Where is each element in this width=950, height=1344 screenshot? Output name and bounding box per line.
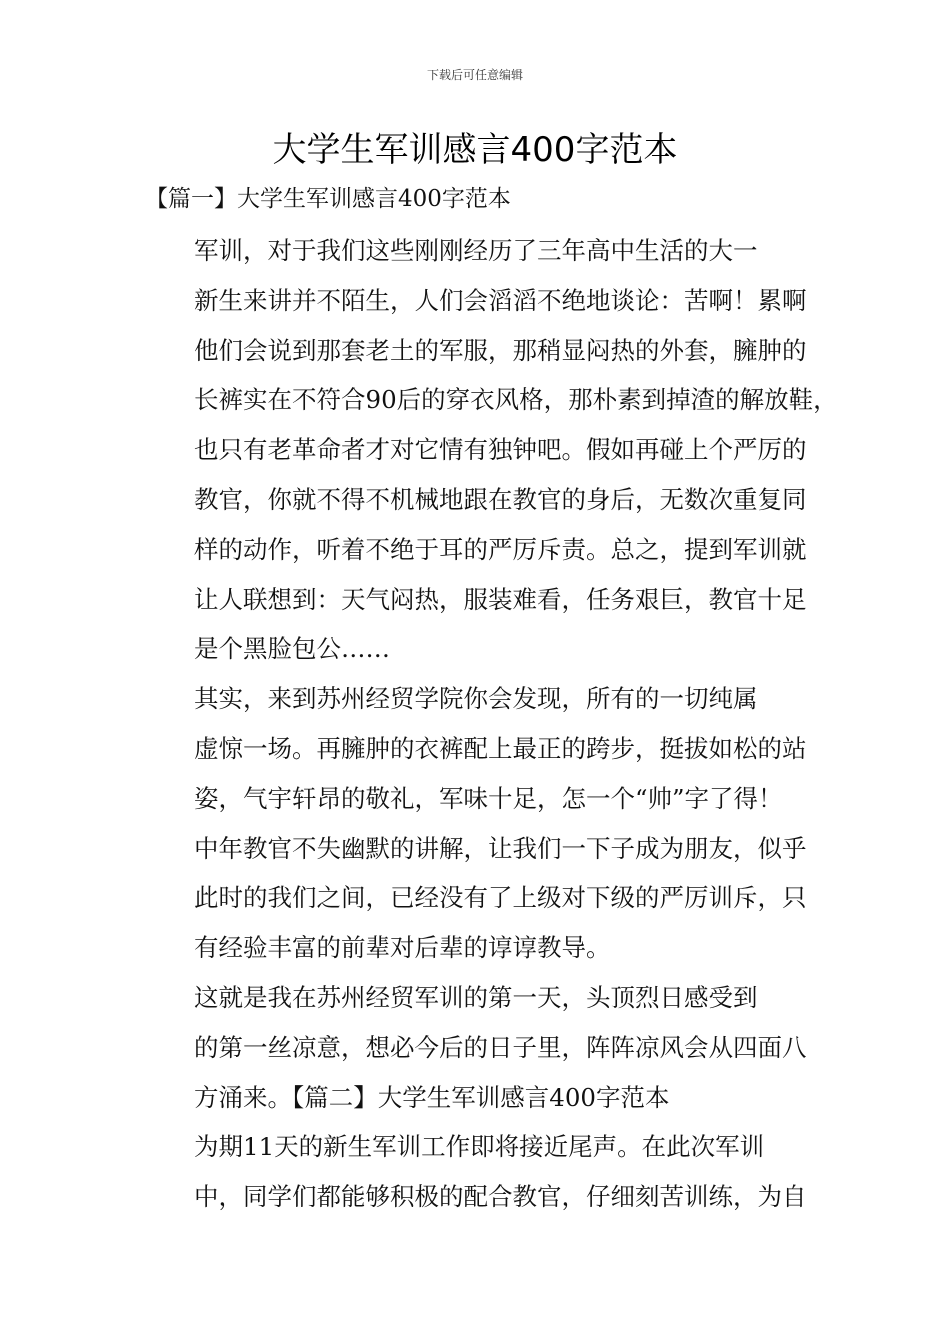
text-line: 新生来讲并不陌生，人们会滔滔不绝地谈论：苦啊！累啊: [194, 285, 807, 315]
text-line: 有经验丰富的前辈对后辈的谆谆教导。: [194, 933, 611, 963]
text-line: 是个黑脸包公……: [194, 634, 390, 664]
text-line: 军训，对于我们这些刚刚经历了三年高中生活的大一: [194, 236, 758, 265]
text-line: 这就是我在苏州经贸军训的第一天，头顶烈日感受到: [194, 982, 758, 1012]
text-line: 为期11天的新生军训工作即将接近尾声。在此次军训: [194, 1132, 765, 1162]
text-line: 也只有老革命者才对它情有独钟吧。假如再碰上个严厉的: [194, 435, 807, 465]
document-body: [145, 226, 838, 1222]
document-title: 大学生军训感言400字范本: [272, 130, 678, 170]
paragraph: [145, 674, 819, 973]
text-line: 虚惊一场。再臃肿的衣裤配上最正的跨步，挺拔如松的站: [194, 733, 807, 763]
paragraph: [145, 226, 838, 674]
text-line: 教官，你就不得不机械地跟在教官的身后，无数次重复同: [194, 484, 807, 514]
text-line: 样的动作，听着不绝于耳的严厉斥责。总之，提到军训就: [194, 534, 807, 564]
text-line: 中年教官不失幽默的讲解，让我们一下子成为朋友，似乎: [194, 833, 807, 863]
text-line: 此时的我们之间，已经没有了上级对下级的严厉训斥，只: [194, 883, 807, 913]
text-line: 中，同学们都能够积极的配合教官，仔细刻苦训练，为自: [194, 1182, 807, 1212]
text-line: 长裤实在不符合90后的穿衣风格，那朴素到掉渣的解放鞋，: [194, 385, 838, 415]
text-line: 方涌来。【篇二】大学生军训感言400字范本: [194, 1082, 670, 1112]
text-line: 他们会说到那套老土的军服，那稍显闷热的外套，臃肿的: [194, 335, 807, 365]
text-line: 姿，气宇轩昂的敬礼，军味十足，怎一个“帅”字了得！: [194, 783, 783, 813]
text-line: 其实，来到苏州经贸学院你会发现，所有的一切纯属: [194, 684, 758, 714]
text-line: 的第一丝凉意，想必今后的日子里，阵阵凉风会从四面八: [194, 1032, 807, 1062]
paragraph: [145, 973, 819, 1122]
header-note: 下载后可任意编辑: [426, 68, 523, 82]
paragraph: [145, 1122, 819, 1222]
text-line: 让人联想到：天气闷热，服装难看，任务艰巨，教官十足: [194, 584, 807, 614]
section-heading: 【篇一】大学生军训感言400字范本: [145, 186, 511, 212]
